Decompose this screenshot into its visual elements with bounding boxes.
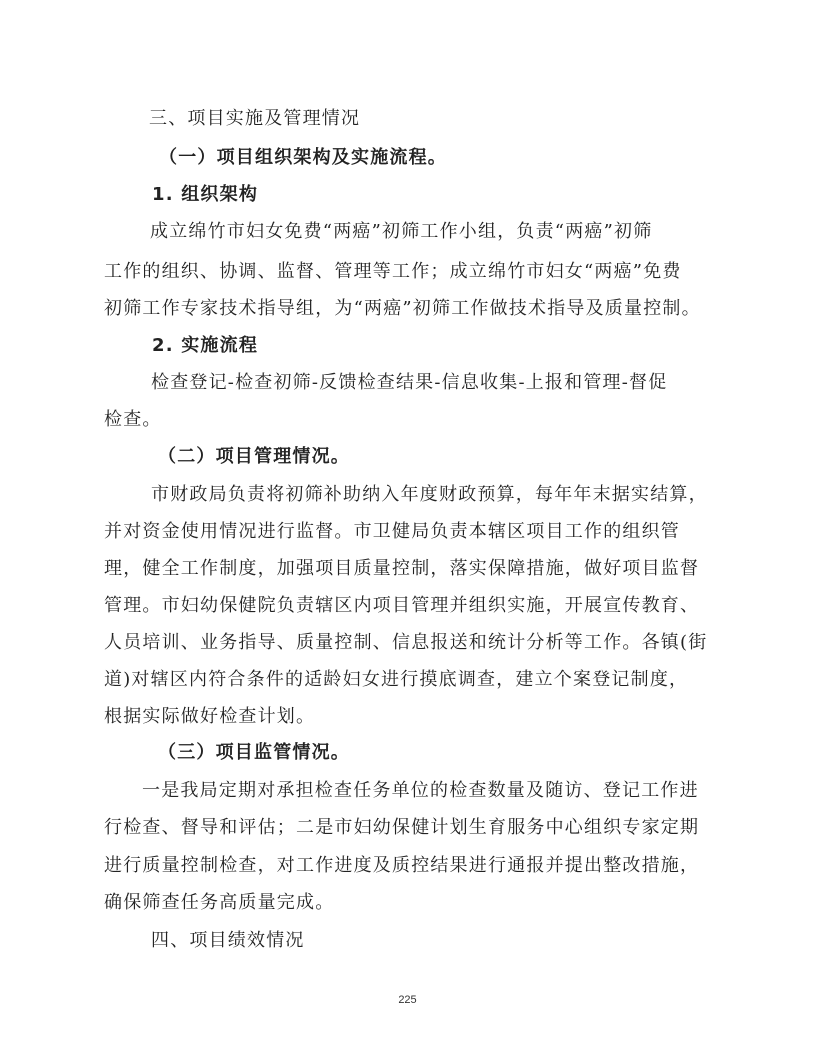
paragraph-line: 并对资金使用情况进行监督。市卫健局负责本辖区项目工作的组织管 <box>104 521 680 542</box>
paragraph-line: 管理。市妇幼保健院负责辖区内项目管理并组织实施，开展宣传教育、 <box>104 595 700 616</box>
section-heading-4: 四、项目绩效情况 <box>151 930 305 951</box>
paragraph-line: 检查登记-检查初筛-反馈检查结果-信息收集-上报和管理-督促 <box>151 372 668 393</box>
paragraph-line: 一是我局定期对承担检查任务单位的检查数量及随访、登记工作进 <box>142 780 699 801</box>
paragraph-line: 检查。 <box>104 409 162 430</box>
subsection-heading-1: （一）项目组织架构及实施流程。 <box>159 147 447 168</box>
paragraph-line: 根据实际做好检查计划。 <box>104 706 316 727</box>
subsection-heading-3: （三）项目监管情况。 <box>158 742 350 763</box>
paragraph-line: 行检查、督导和评估；二是市妇幼保健计划生育服务中心组织专家定期 <box>104 817 700 838</box>
paragraph-line: 道)对辖区内符合条件的适龄妇女进行摸底调查，建立个案登记制度， <box>104 669 689 690</box>
paragraph-line: 理，健全工作制度，加强项目质量控制，落实保障措施，做好项目监督 <box>104 558 700 579</box>
subsection-heading-2: （二）项目管理情况。 <box>158 446 350 467</box>
paragraph-line: 市财政局负责将初筛补助纳入年度财政预算，每年年末据实结算， <box>151 484 708 505</box>
section-heading-3: 三、项目实施及管理情况 <box>149 108 361 129</box>
subsection-heading-1-1: 1. 组织架构 <box>152 184 259 205</box>
paragraph-line: 成立绵竹市妇女免费“两癌”初筛工作小组，负责“两癌”初筛 <box>150 221 653 242</box>
page-number: 225 <box>398 994 417 1006</box>
paragraph-line: 确保筛查任务高质量完成。 <box>104 892 335 913</box>
paragraph-line: 初筛工作专家技术指导组，为“两癌”初筛工作做技术指导及质量控制。 <box>104 298 701 319</box>
subsection-heading-1-2: 2. 实施流程 <box>152 335 259 356</box>
paragraph-line: 人员培训、业务指导、质量控制、信息报送和统计分析等工作。各镇(街 <box>104 632 708 653</box>
paragraph-line: 工作的组织、协调、监督、管理等工作；成立绵竹市妇女“两癌”免费 <box>104 261 682 282</box>
paragraph-line: 进行质量控制检查，对工作进度及质控结果进行通报并提出整改措施， <box>104 855 700 876</box>
